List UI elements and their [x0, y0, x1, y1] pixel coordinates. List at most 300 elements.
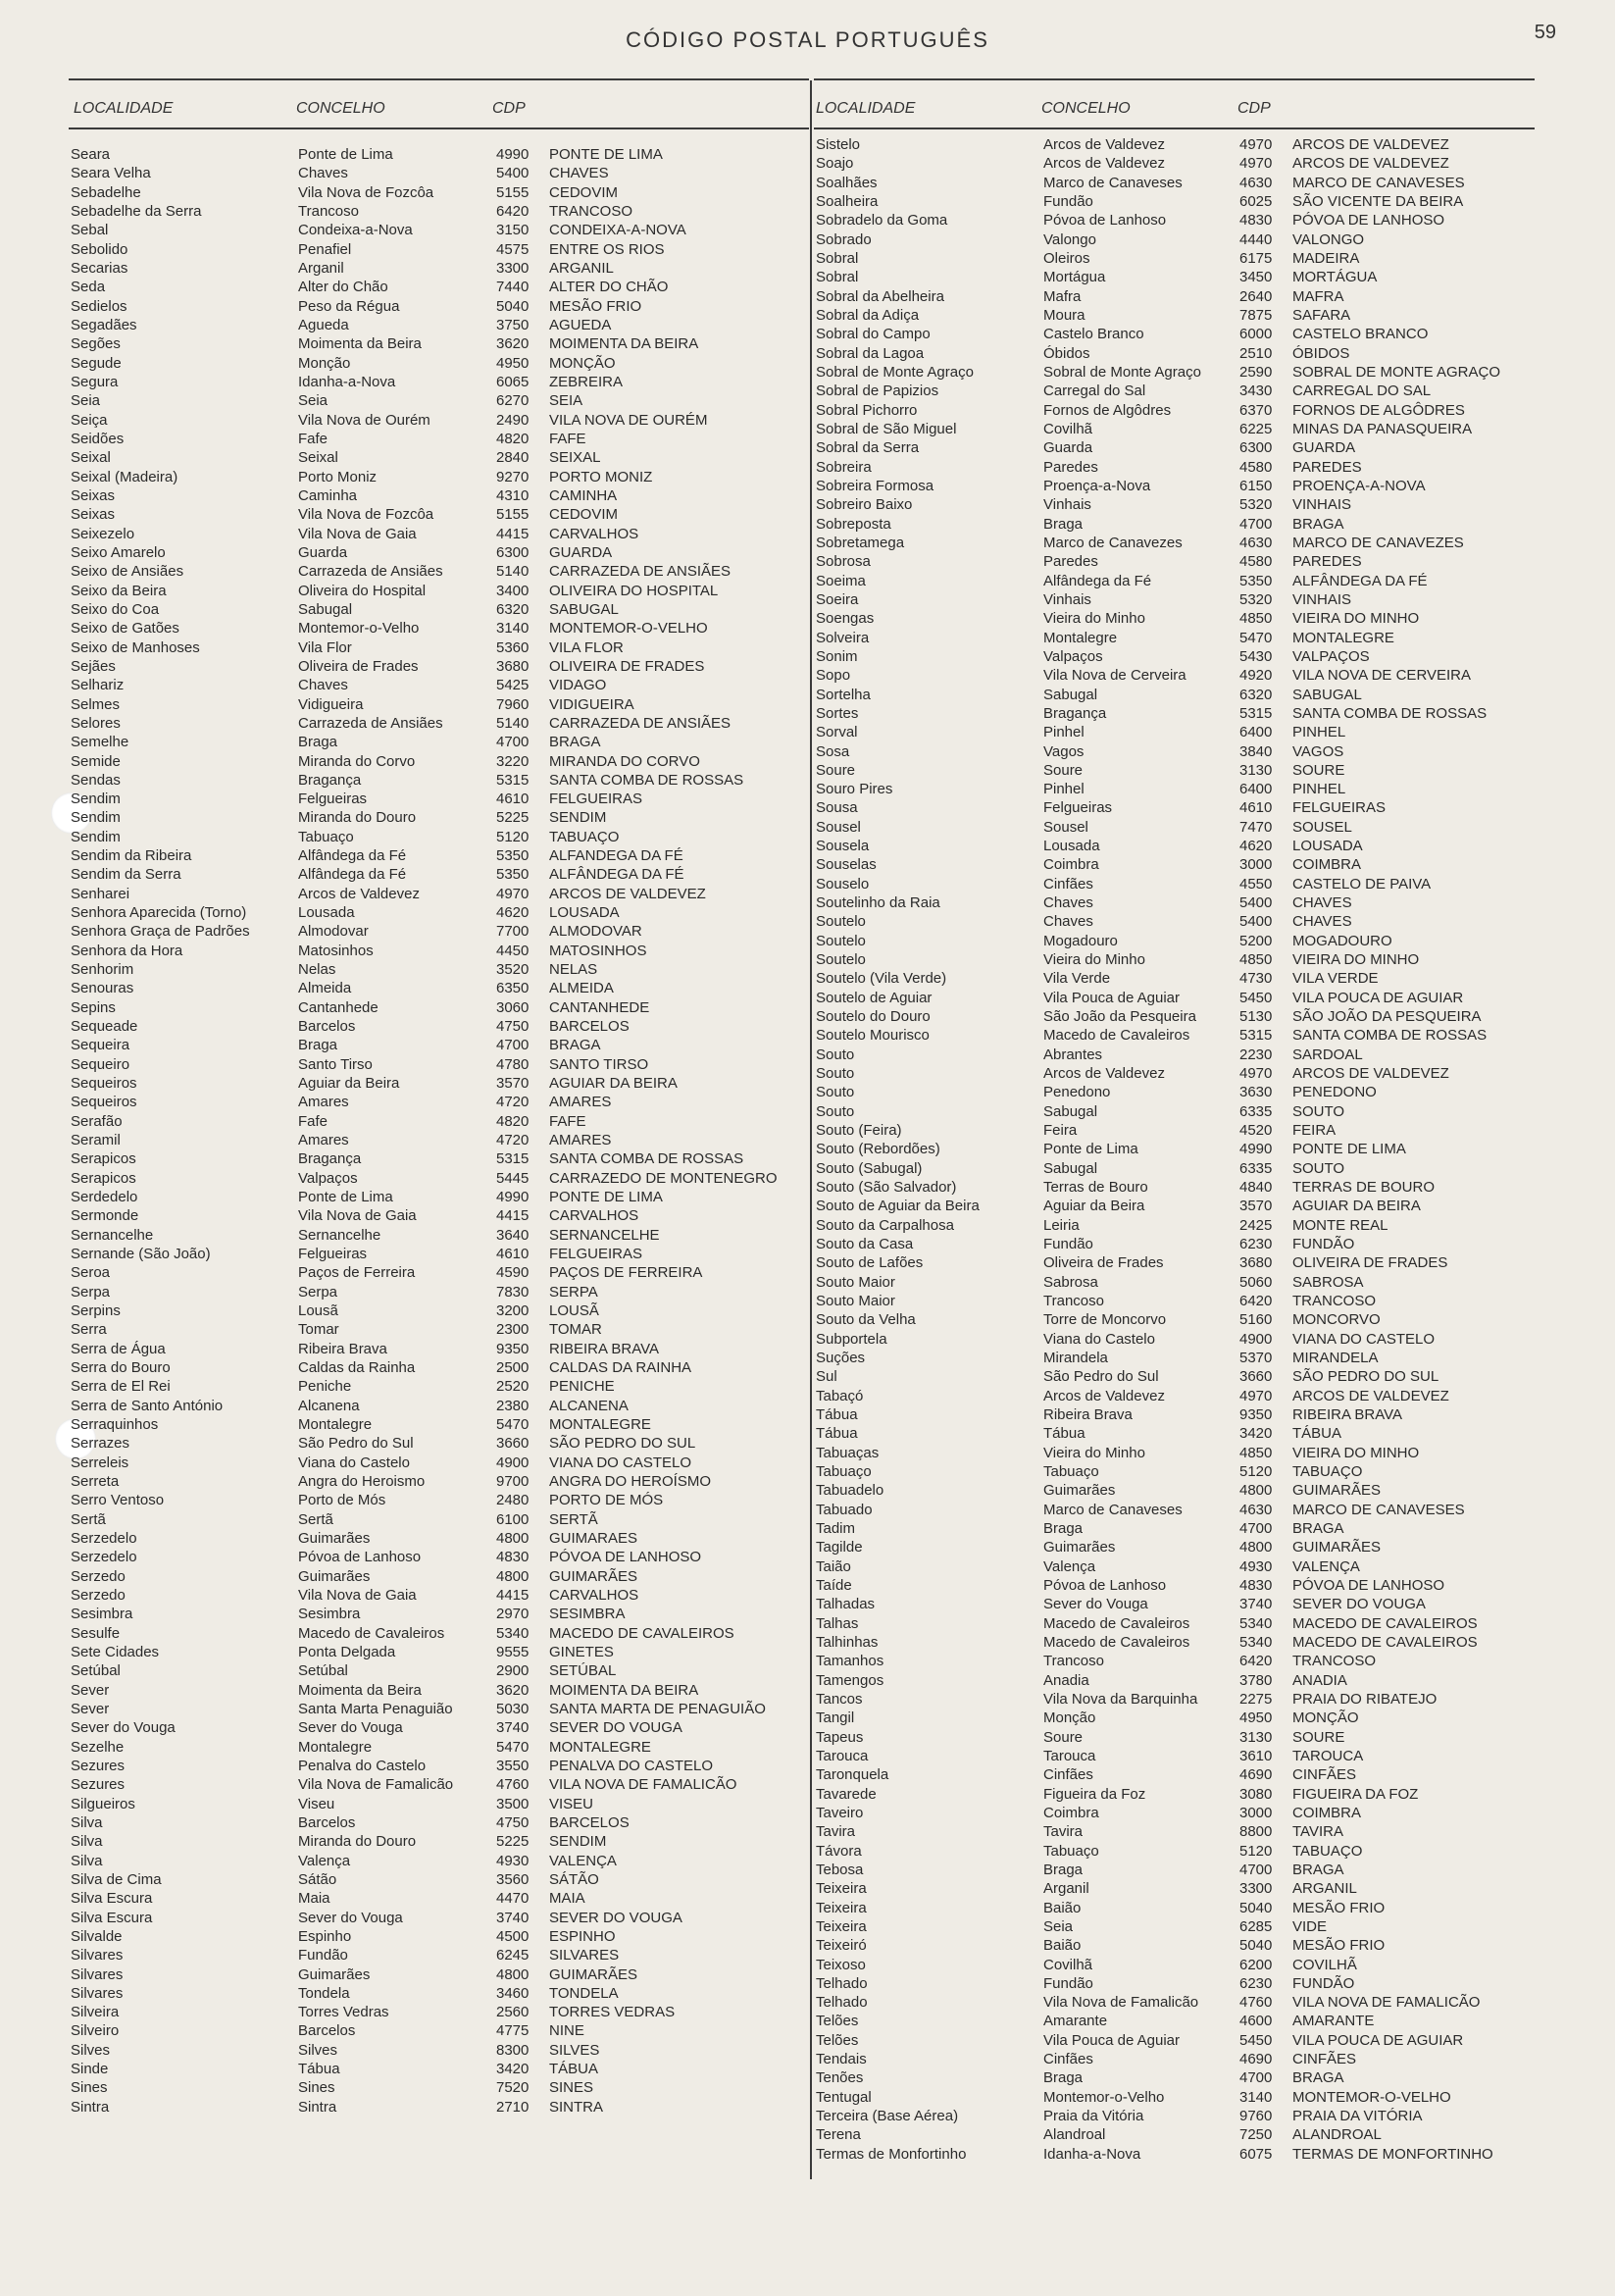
concelho-cell: Sernancelhe	[298, 1226, 381, 1244]
concelho-cell: Porto de Mós	[298, 1492, 386, 1509]
post-office-cell: ALMEIDA	[549, 980, 614, 997]
post-office-cell: MARCO DE CANAVEZES	[1292, 534, 1464, 551]
post-office-cell: MESÃO FRIO	[549, 297, 642, 315]
post-office-cell: GUARDA	[549, 543, 613, 561]
table-row	[814, 818, 1535, 837]
cdp-cell: 4760	[496, 1776, 530, 1794]
cdp-cell: 4600	[1239, 2013, 1273, 2030]
localidade-cell: Silva de Cima	[71, 1870, 162, 1888]
localidade-cell: Silva	[71, 1833, 103, 1851]
cdp-cell: 4930	[496, 1852, 530, 1869]
concelho-cell: Soure	[1043, 761, 1084, 779]
localidade-cell: Sortes	[816, 704, 859, 722]
cdp-cell: 5320	[1239, 496, 1273, 514]
cdp-cell: 3000	[1239, 1804, 1273, 1821]
post-office-cell: MOIMENTA DA BEIRA	[549, 335, 699, 353]
cdp-cell: 3780	[1239, 1671, 1273, 1689]
table-row	[69, 695, 809, 714]
table-row	[814, 761, 1535, 780]
table-row	[69, 1131, 809, 1149]
column-divider	[810, 80, 812, 2179]
post-office-cell: MONÇÃO	[549, 354, 616, 372]
cdp-cell: 4310	[496, 486, 530, 504]
concelho-cell: Penalva do Castelo	[298, 1757, 427, 1774]
localidade-cell: Sousa	[816, 799, 858, 817]
localidade-cell: Silva Escura	[71, 1909, 153, 1926]
localidade-cell: Serreleis	[71, 1454, 129, 1471]
table-row	[814, 2012, 1535, 2030]
table-row	[814, 420, 1535, 438]
post-office-cell: FELGUEIRAS	[549, 1246, 643, 1263]
table-row	[69, 2060, 809, 2078]
table-row	[69, 1112, 809, 1131]
post-office-cell: GUIMARAES	[549, 1529, 638, 1547]
cdp-cell: 6065	[496, 373, 530, 390]
concelho-cell: Carrazeda de Ansiães	[298, 714, 443, 732]
cdp-cell: 3570	[1239, 1198, 1273, 1215]
table-row	[814, 135, 1535, 154]
concelho-cell: Almodovar	[298, 923, 369, 941]
concelho-cell: Mortágua	[1043, 269, 1106, 286]
table-row	[69, 468, 809, 486]
cdp-cell: 2500	[496, 1359, 530, 1376]
cdp-cell: 4690	[1239, 2051, 1273, 2068]
concelho-cell: Peso da Régua	[298, 297, 400, 315]
post-office-cell: VALONGO	[1292, 230, 1365, 248]
table-row	[814, 344, 1535, 363]
table-row	[814, 287, 1535, 306]
localidade-cell: Távora	[816, 1842, 862, 1860]
post-office-cell: VILA NOVA DE CERVEIRA	[1292, 667, 1472, 685]
table-row	[69, 619, 809, 638]
table-row	[69, 430, 809, 448]
localidade-cell: Tavarede	[816, 1785, 877, 1803]
localidade-cell: Seixezelo	[71, 525, 135, 542]
table-row	[814, 1576, 1535, 1595]
post-office-cell: PRAIA DO RIBATEJO	[1292, 1690, 1438, 1708]
localidade-cell: Soutelo Mourisco	[816, 1027, 930, 1045]
concelho-cell: Arcos de Valdevez	[1043, 1387, 1165, 1404]
localidade-cell: Sebal	[71, 222, 109, 239]
table-row	[814, 609, 1535, 628]
cdp-cell: 5140	[496, 563, 530, 581]
concelho-cell: Braga	[298, 734, 338, 751]
table-row	[814, 1538, 1535, 1556]
post-office-cell: BRAGA	[1292, 1519, 1344, 1537]
table-row	[814, 704, 1535, 723]
table-row	[814, 2031, 1535, 2050]
cdp-cell: 2560	[496, 2004, 530, 2021]
cdp-cell: 4970	[496, 885, 530, 902]
post-office-cell: AGUIAR DA BEIRA	[549, 1075, 678, 1093]
concelho-cell: Cinfães	[1043, 875, 1093, 893]
table-row	[814, 363, 1535, 382]
cdp-cell: 3060	[496, 998, 530, 1016]
post-office-cell: FIGUEIRA DA FOZ	[1292, 1785, 1419, 1803]
concelho-cell: Paredes	[1043, 553, 1098, 571]
table-row	[814, 1026, 1535, 1045]
cdp-cell: 5445	[496, 1169, 530, 1187]
localidade-cell: Sobral de Monte Agraço	[816, 363, 974, 381]
post-office-cell: VAGOS	[1292, 742, 1344, 760]
localidade-cell: Tapeus	[816, 1728, 864, 1746]
cdp-cell: 3420	[1239, 1425, 1273, 1443]
cdp-cell: 6230	[1239, 1236, 1273, 1253]
post-office-cell: SINES	[549, 2079, 594, 2097]
localidade-cell: Sedielos	[71, 297, 127, 315]
localidade-cell: Sertã	[71, 1510, 106, 1528]
table-row	[69, 1946, 809, 1964]
concelho-cell: Abrantes	[1043, 1046, 1103, 1063]
table-row	[69, 1813, 809, 1832]
post-office-cell: SABUGAL	[549, 600, 619, 618]
cdp-cell: 4415	[496, 1207, 530, 1225]
cdp-cell: 4415	[496, 525, 530, 542]
post-office-cell: ARGANIL	[549, 259, 614, 277]
localidade-cell: Selores	[71, 714, 121, 732]
cdp-cell: 3130	[1239, 1728, 1273, 1746]
table-row	[814, 1235, 1535, 1253]
concelho-cell: Vila Nova de Gaia	[298, 1586, 417, 1604]
localidade-cell: Souto Maior	[816, 1273, 895, 1291]
table-row	[814, 268, 1535, 286]
post-office-cell: FELGUEIRAS	[549, 791, 643, 808]
localidade-cell: Sortelha	[816, 686, 871, 703]
table-row	[814, 1728, 1535, 1747]
cdp-cell: 3300	[496, 259, 530, 277]
cdp-cell: 6420	[1239, 1293, 1273, 1310]
concelho-cell: Montemor-o-Velho	[1043, 2088, 1165, 2106]
post-office-cell: BRAGA	[1292, 515, 1344, 533]
concelho-cell: Valença	[1043, 1557, 1096, 1575]
concelho-cell: Torre de Moncorvo	[1043, 1311, 1167, 1329]
cdp-cell: 4830	[496, 1549, 530, 1566]
concelho-cell: Terras de Bouro	[1043, 1179, 1148, 1197]
localidade-cell: Sobreira	[816, 458, 872, 476]
localidade-cell: Souto de Lafões	[816, 1254, 924, 1272]
cdp-cell: 4575	[496, 240, 530, 258]
concelho-cell: Sines	[298, 2079, 335, 2097]
table-row	[69, 1434, 809, 1453]
localidade-cell: Sobral Pichorro	[816, 401, 918, 419]
post-office-cell: FAFE	[549, 1112, 586, 1130]
table-row	[814, 1822, 1535, 1841]
localidade-cell: Selmes	[71, 695, 121, 713]
table-row	[69, 1984, 809, 2003]
cdp-cell: 5225	[496, 1833, 530, 1851]
cdp-cell: 6320	[1239, 686, 1273, 703]
localidade-cell: Serdedelo	[71, 1189, 138, 1206]
localidade-cell: Termas de Monfortinho	[816, 2145, 967, 2163]
table-row	[69, 1718, 809, 1737]
concelho-cell: Braga	[1043, 515, 1084, 533]
post-office-cell: ARGANIL	[1292, 1880, 1357, 1898]
table-row	[814, 1462, 1535, 1481]
post-office-cell: MONTALEGRE	[549, 1415, 651, 1433]
cdp-cell: 9700	[496, 1472, 530, 1490]
table-row	[69, 391, 809, 410]
table-row	[814, 989, 1535, 1007]
cdp-cell: 5470	[1239, 629, 1273, 646]
table-row	[69, 1206, 809, 1225]
cdp-cell: 4800	[496, 1965, 530, 1983]
table-row	[69, 1491, 809, 1509]
table-row	[69, 354, 809, 373]
divider	[814, 78, 1535, 80]
cdp-cell: 4690	[1239, 1766, 1273, 1784]
concelho-cell: Idanha-a-Nova	[1043, 2145, 1141, 2163]
post-office-cell: SEVER DO VOUGA	[549, 1909, 682, 1926]
table-row	[814, 742, 1535, 761]
table-row	[814, 438, 1535, 457]
concelho-cell: Guarda	[298, 543, 348, 561]
post-office-cell: BARCELOS	[549, 1018, 630, 1036]
post-office-cell: VINHAIS	[1292, 496, 1352, 514]
cdp-cell: 2480	[496, 1492, 530, 1509]
table-row	[814, 1861, 1535, 1879]
post-office-cell: ALMODOVAR	[549, 923, 642, 941]
localidade-cell: Soeira	[816, 590, 859, 608]
localidade-cell: Tamanhos	[816, 1653, 884, 1670]
cdp-cell: 5315	[496, 1150, 530, 1168]
cdp-cell: 6100	[496, 1510, 530, 1528]
concelho-cell: Ribeira Brava	[1043, 1405, 1133, 1423]
table-row	[814, 1273, 1535, 1292]
table-row	[69, 922, 809, 941]
cdp-cell: 6245	[496, 1947, 530, 1964]
cdp-cell: 5315	[1239, 1027, 1273, 1045]
localidade-cell: Souto da Casa	[816, 1236, 914, 1253]
table-row	[814, 306, 1535, 325]
localidade-cell: Seixo do Coa	[71, 600, 160, 618]
concelho-cell: Covilhã	[1043, 420, 1093, 437]
concelho-cell: Marco de Canavezes	[1043, 534, 1183, 551]
localidade-cell: Sendim da Ribeira	[71, 847, 192, 865]
cdp-cell: 3610	[1239, 1747, 1273, 1764]
concelho-cell: Caminha	[298, 486, 358, 504]
post-office-cell: MONTALEGRE	[549, 1738, 651, 1756]
post-office-cell: SILVES	[549, 2041, 600, 2059]
localidade-cell: Silves	[71, 2041, 111, 2059]
cdp-cell: 3220	[496, 752, 530, 770]
concelho-cell: Paços de Ferreira	[298, 1264, 416, 1282]
post-office-cell: CASTELO DE PAIVA	[1292, 875, 1432, 893]
concelho-cell: Coimbra	[1043, 1804, 1099, 1821]
cdp-cell: 5225	[496, 809, 530, 827]
cdp-cell: 5120	[1239, 1842, 1273, 1860]
cdp-cell: 4970	[1239, 1065, 1273, 1083]
cdp-cell: 9270	[496, 468, 530, 485]
cdp-cell: 3740	[1239, 1596, 1273, 1613]
concelho-cell: Macedo de Cavaleiros	[1043, 1027, 1190, 1045]
concelho-cell: Espinho	[298, 1927, 352, 1945]
post-office-cell: GUARDA	[1292, 439, 1356, 457]
post-office-cell: MOGADOURO	[1292, 932, 1392, 949]
post-office-cell: CARVALHOS	[549, 525, 639, 542]
concelho-cell: Ponte de Lima	[298, 146, 393, 163]
table-row	[814, 552, 1535, 571]
concelho-cell: Marco de Canaveses	[1043, 174, 1183, 191]
localidade-cell: Seixo de Gatões	[71, 620, 179, 638]
header-localidade: LOCALIDADE	[816, 100, 916, 117]
localidade-cell: Soutelo	[816, 951, 866, 969]
concelho-cell: Braga	[298, 1037, 338, 1054]
localidade-cell: Silveiro	[71, 2022, 120, 2040]
localidade-cell: Sebadelhe da Serra	[71, 202, 202, 220]
table-row	[814, 1253, 1535, 1272]
table-row	[69, 790, 809, 808]
localidade-cell: Serpins	[71, 1302, 121, 1320]
table-row	[69, 1529, 809, 1548]
cdp-cell: 3740	[496, 1719, 530, 1737]
localidade-cell: Seroa	[71, 1264, 111, 1282]
post-office-cell: AMARES	[549, 1094, 612, 1111]
concelho-cell: Vagos	[1043, 742, 1085, 760]
cdp-cell: 3680	[1239, 1254, 1273, 1272]
table-row	[69, 979, 809, 997]
cdp-cell: 6200	[1239, 1956, 1273, 1973]
post-office-cell: MONÇÃO	[1292, 1709, 1359, 1727]
concelho-cell: Condeixa-a-Nova	[298, 222, 413, 239]
table-row	[69, 1567, 809, 1586]
localidade-cell: Serra	[71, 1321, 107, 1339]
concelho-cell: Bragança	[298, 1150, 362, 1168]
concelho-cell: Montalegre	[298, 1415, 373, 1433]
table-row	[69, 2078, 809, 2097]
localidade-cell: Seixo de Manhoses	[71, 638, 200, 656]
concelho-cell: Vieira do Minho	[1043, 610, 1145, 628]
post-office-cell: TRANCOSO	[549, 202, 633, 220]
localidade-cell: Selhariz	[71, 677, 125, 694]
table-row	[69, 1415, 809, 1434]
left-table	[69, 145, 809, 2117]
post-office-cell: MATOSINHOS	[549, 942, 647, 959]
table-row	[69, 259, 809, 278]
cdp-cell: 4500	[496, 1927, 530, 1945]
concelho-cell: Valpaços	[1043, 647, 1103, 665]
post-office-cell: SANTA COMBA DE ROSSAS	[1292, 704, 1488, 722]
localidade-cell: Soutelo do Douro	[816, 1008, 931, 1026]
localidade-cell: Teixeira	[816, 1917, 867, 1935]
post-office-cell: MESÃO FRIO	[1292, 1937, 1386, 1955]
localidade-cell: Sesulfe	[71, 1624, 121, 1642]
cdp-cell: 5060	[1239, 1273, 1273, 1291]
localidade-cell: Subportela	[816, 1330, 887, 1348]
concelho-cell: Santo Tirso	[298, 1055, 373, 1073]
localidade-cell: Serapicos	[71, 1150, 136, 1168]
cdp-cell: 4440	[1239, 230, 1273, 248]
concelho-cell: Póvoa de Lanhoso	[298, 1549, 422, 1566]
cdp-cell: 5400	[1239, 894, 1273, 912]
divider	[814, 128, 1535, 129]
table-row	[69, 183, 809, 202]
localidade-cell: Tendais	[816, 2051, 867, 2068]
cdp-cell: 3450	[1239, 269, 1273, 286]
table-row	[69, 278, 809, 296]
cdp-cell: 6320	[496, 600, 530, 618]
localidade-cell: Soeima	[816, 572, 866, 589]
localidade-cell: Sinde	[71, 2061, 109, 2078]
localidade-cell: Sul	[816, 1368, 837, 1386]
cdp-cell: 3630	[1239, 1084, 1273, 1101]
post-office-cell: GUIMARÃES	[1292, 1539, 1382, 1556]
cdp-cell: 4760	[1239, 1994, 1273, 2012]
table-row	[814, 477, 1535, 495]
post-office-cell: SEVER DO VOUGA	[1292, 1596, 1426, 1613]
cdp-cell: 2900	[496, 1662, 530, 1680]
table-row	[814, 1197, 1535, 1215]
concelho-cell: Pinhel	[1043, 724, 1085, 741]
table-row	[69, 221, 809, 239]
concelho-cell: Macedo de Cavaleiros	[1043, 1633, 1190, 1651]
table-row	[69, 942, 809, 960]
post-office-cell: CHAVES	[549, 165, 609, 182]
localidade-cell: Talhinhas	[816, 1633, 879, 1651]
cdp-cell: 6400	[1239, 781, 1273, 798]
table-row	[69, 1074, 809, 1093]
table-row	[814, 1481, 1535, 1500]
localidade-cell: Souto	[816, 1065, 855, 1083]
cdp-cell: 4470	[496, 1890, 530, 1908]
localidade-cell: Teixeiró	[816, 1937, 867, 1955]
table-row	[69, 164, 809, 182]
cdp-cell: 4630	[1239, 1501, 1273, 1518]
table-row	[69, 865, 809, 884]
localidade-cell: Serapicos	[71, 1169, 136, 1187]
concelho-cell: Guarda	[1043, 439, 1093, 457]
concelho-cell: Caldas da Rainha	[298, 1359, 416, 1376]
localidade-cell: Souro Pires	[816, 781, 893, 798]
cdp-cell: 5040	[496, 297, 530, 315]
post-office-cell: PROENÇA-A-NOVA	[1292, 477, 1426, 494]
concelho-cell: Chaves	[298, 165, 348, 182]
concelho-cell: Trancoso	[1043, 1293, 1104, 1310]
cdp-cell: 5400	[496, 165, 530, 182]
post-office-cell: PONTE DE LIMA	[549, 1189, 663, 1206]
localidade-cell: Seda	[71, 279, 106, 296]
table-row	[814, 1159, 1535, 1178]
localidade-cell: Telões	[816, 2031, 859, 2049]
cdp-cell: 4520	[1239, 1122, 1273, 1140]
localidade-cell: Tadim	[816, 1519, 856, 1537]
table-row	[814, 1956, 1535, 1974]
concelho-cell: Seia	[1043, 1917, 1074, 1935]
header-concelho: CONCELHO	[296, 100, 385, 117]
cdp-cell: 5425	[496, 677, 530, 694]
concelho-cell: Trancoso	[1043, 1653, 1104, 1670]
post-office-cell: PONTE DE LIMA	[1292, 1141, 1406, 1158]
post-office-cell: SOURE	[1292, 761, 1345, 779]
cdp-cell: 4950	[496, 354, 530, 372]
concelho-cell: Bragança	[298, 771, 362, 789]
post-office-cell: PÓVOA DE LANHOSO	[1292, 212, 1445, 230]
concelho-cell: Angra do Heroismo	[298, 1472, 426, 1490]
cdp-cell: 6225	[1239, 420, 1273, 437]
concelho-cell: Alter do Chão	[298, 279, 388, 296]
localidade-cell: Silgueiros	[71, 1795, 135, 1812]
concelho-cell: Mogadouro	[1043, 932, 1118, 949]
cdp-cell: 2425	[1239, 1216, 1273, 1234]
concelho-cell: Arcos de Valdevez	[1043, 1065, 1165, 1083]
localidade-cell: Silva	[71, 1813, 103, 1831]
localidade-cell: Sobral	[816, 249, 859, 267]
concelho-cell: Amarante	[1043, 2013, 1108, 2030]
concelho-cell: Viana do Castelo	[1043, 1330, 1155, 1348]
table-row	[814, 1709, 1535, 1727]
concelho-cell: Vila Nova de Famalicão	[1043, 1994, 1199, 2012]
localidade-cell: Soalhães	[816, 174, 878, 191]
post-office-cell: SABROSA	[1292, 1273, 1364, 1291]
